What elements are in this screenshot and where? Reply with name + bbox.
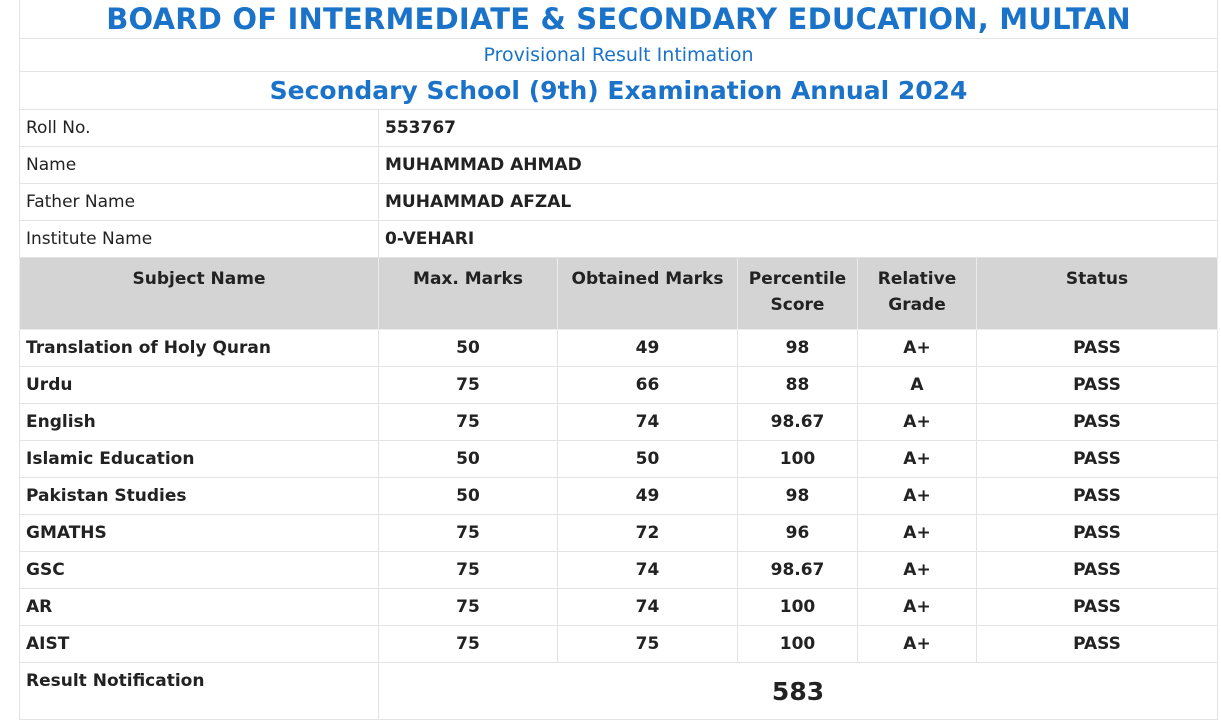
- relative-grade: A+: [858, 552, 977, 589]
- percentile-score: 98: [738, 330, 858, 367]
- col-percentile: [738, 258, 858, 330]
- status: PASS: [977, 367, 1218, 404]
- max-marks: 75: [379, 367, 558, 404]
- percentile-score: 98: [738, 478, 858, 515]
- status: PASS: [977, 441, 1218, 478]
- table-row: [20, 330, 1218, 367]
- relative-grade: A+: [858, 478, 977, 515]
- col-percentile-line1: Percentile: [748, 269, 847, 289]
- relative-grade: A+: [858, 330, 977, 367]
- obtained-marks: 74: [558, 404, 738, 441]
- obtained-marks: 74: [558, 589, 738, 626]
- max-marks: 50: [379, 478, 558, 515]
- subject-name: Urdu: [20, 367, 379, 404]
- max-marks: 75: [379, 589, 558, 626]
- max-marks: 50: [379, 330, 558, 367]
- table-row: [20, 626, 1218, 663]
- table-row: [20, 367, 1218, 404]
- status: PASS: [977, 478, 1218, 515]
- table-row: [20, 478, 1218, 515]
- subject-name: Translation of Holy Quran: [20, 330, 379, 367]
- result-total: 583: [379, 663, 1218, 720]
- relative-grade: A: [858, 367, 977, 404]
- percentile-score: 96: [738, 515, 858, 552]
- percentile-score: 100: [738, 589, 858, 626]
- obtained-marks: 66: [558, 367, 738, 404]
- obtained-marks: 74: [558, 552, 738, 589]
- father-value: MUHAMMAD AFZAL: [379, 184, 1218, 221]
- obtained-marks: 50: [558, 441, 738, 478]
- max-marks: 75: [379, 515, 558, 552]
- table-row: [20, 589, 1218, 626]
- result-row: [20, 663, 1218, 720]
- col-obtained: Obtained Marks: [558, 258, 738, 330]
- father-label: Father Name: [20, 184, 379, 221]
- relative-grade: A+: [858, 626, 977, 663]
- roll-label: Roll No.: [20, 110, 379, 147]
- status: PASS: [977, 404, 1218, 441]
- col-grade-line2: Grade: [888, 295, 946, 315]
- subject-name: AR: [20, 589, 379, 626]
- status: PASS: [977, 626, 1218, 663]
- relative-grade: A+: [858, 404, 977, 441]
- table-row: [20, 515, 1218, 552]
- result-table: [19, 0, 1218, 720]
- col-status: Status: [977, 258, 1218, 330]
- obtained-marks: 49: [558, 478, 738, 515]
- column-header-row: [20, 258, 1218, 330]
- table-row: [20, 404, 1218, 441]
- status: PASS: [977, 515, 1218, 552]
- percentile-score: 100: [738, 441, 858, 478]
- col-percentile-line2: Score: [770, 295, 825, 315]
- roll-row: [20, 110, 1218, 147]
- father-row: [20, 184, 1218, 221]
- col-max: Max. Marks: [379, 258, 558, 330]
- relative-grade: A+: [858, 441, 977, 478]
- relative-grade: A+: [858, 515, 977, 552]
- col-grade: [858, 258, 977, 330]
- obtained-marks: 49: [558, 330, 738, 367]
- obtained-marks: 75: [558, 626, 738, 663]
- relative-grade: A+: [858, 589, 977, 626]
- institute-label: Institute Name: [20, 221, 379, 258]
- status: PASS: [977, 330, 1218, 367]
- result-sheet: [19, 0, 1217, 720]
- exam-title: Secondary School (9th) Examination Annual 2024: [20, 72, 1218, 110]
- table-row: [20, 441, 1218, 478]
- roll-value: 553767: [379, 110, 1218, 147]
- subject-name: GSC: [20, 552, 379, 589]
- board-title: BOARD OF INTERMEDIATE & SECONDARY EDUCATION, MULTAN: [20, 0, 1218, 39]
- col-grade-line1: Relative: [877, 269, 957, 289]
- table-row: [20, 552, 1218, 589]
- name-row: [20, 147, 1218, 184]
- status: PASS: [977, 552, 1218, 589]
- percentile-score: 98.67: [738, 552, 858, 589]
- max-marks: 75: [379, 404, 558, 441]
- institute-value: 0-VEHARI: [379, 221, 1218, 258]
- subject-name: GMATHS: [20, 515, 379, 552]
- name-label: Name: [20, 147, 379, 184]
- percentile-score: 100: [738, 626, 858, 663]
- col-subject: Subject Name: [20, 258, 379, 330]
- max-marks: 50: [379, 441, 558, 478]
- max-marks: 75: [379, 552, 558, 589]
- max-marks: 75: [379, 626, 558, 663]
- subject-name: Islamic Education: [20, 441, 379, 478]
- percentile-score: 98.67: [738, 404, 858, 441]
- name-value: MUHAMMAD AHMAD: [379, 147, 1218, 184]
- subject-name: AIST: [20, 626, 379, 663]
- obtained-marks: 72: [558, 515, 738, 552]
- percentile-score: 88: [738, 367, 858, 404]
- subject-name: English: [20, 404, 379, 441]
- institute-row: [20, 221, 1218, 258]
- subject-name: Pakistan Studies: [20, 478, 379, 515]
- notice-title: Provisional Result Intimation: [20, 39, 1218, 72]
- result-label: Result Notification: [20, 663, 379, 720]
- status: PASS: [977, 589, 1218, 626]
